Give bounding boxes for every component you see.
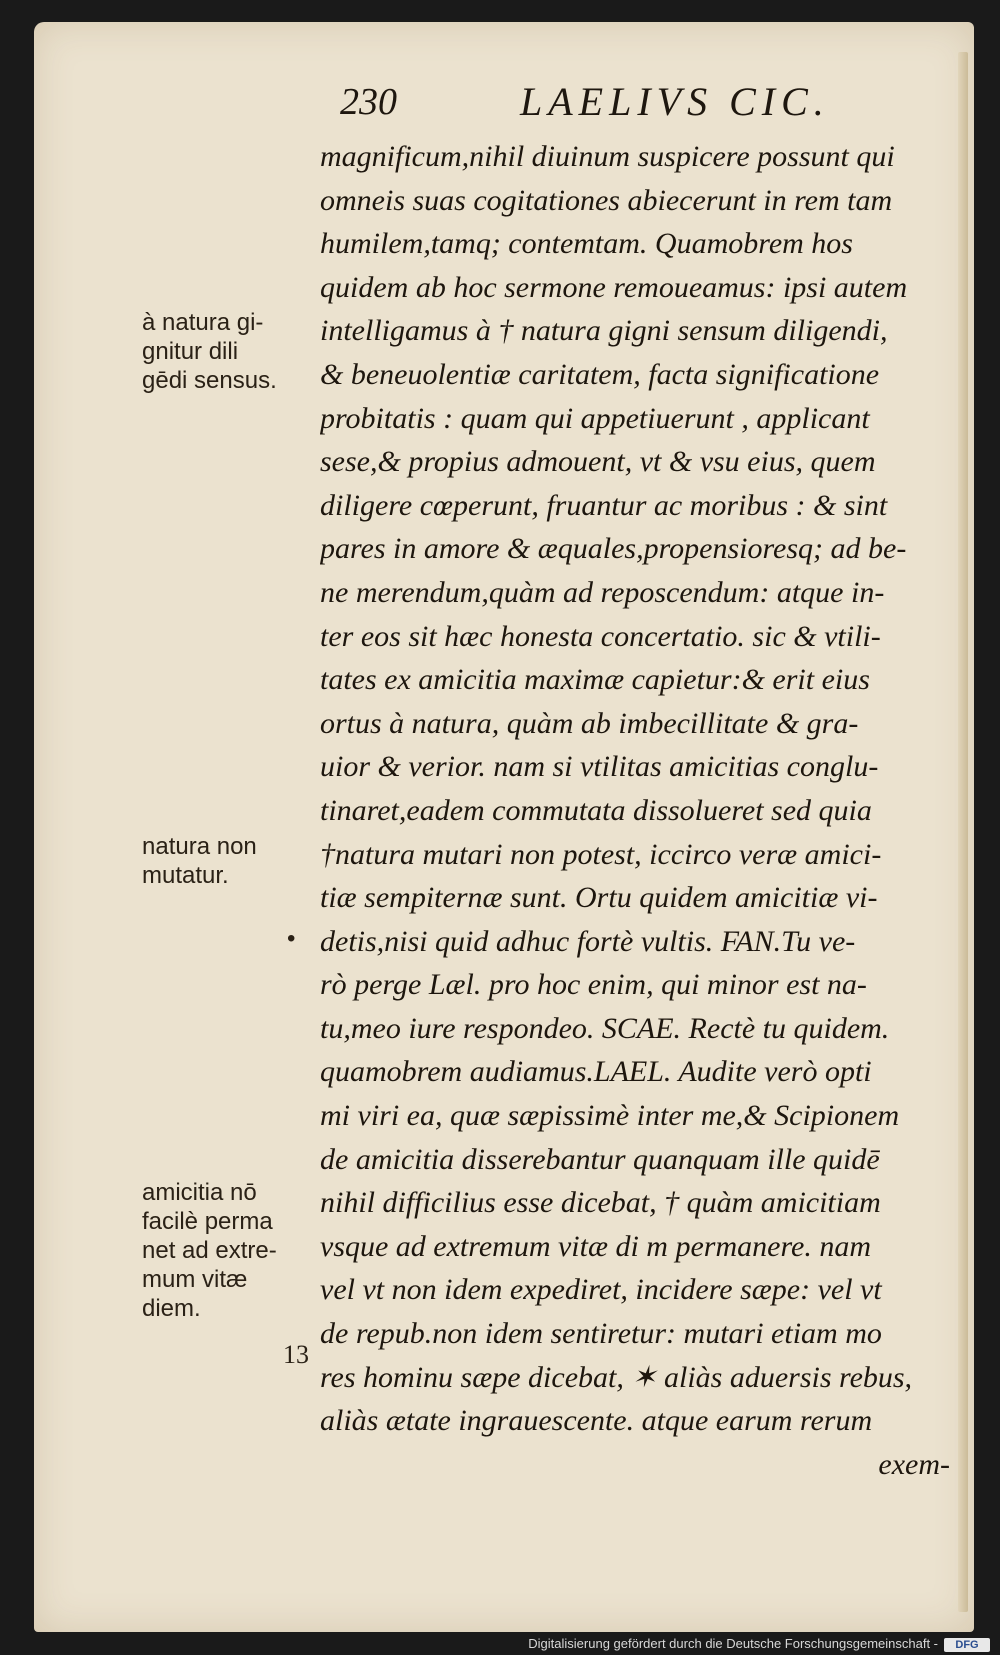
text-line: quidem ab hoc sermone remoueamus: ipsi autem [320,270,908,304]
margin-note-line: natura non [142,833,257,860]
text-line: omneis suas cogitationes abiecerunt in rem tam [320,183,893,217]
text-line: quamobrem audiamus.LAEL. Audite verò opti [320,1055,872,1089]
page-number: 230 [340,81,397,123]
catchword: exem- [878,1447,950,1481]
margin-note-line: net ad extre- [142,1237,277,1264]
text-line: magnificum,nihil diuinum suspicere possunt qui [320,140,895,173]
dfg-logo-badge: DFG [944,1638,990,1652]
margin-note-line: facilè perma [142,1208,273,1235]
page-header [300,70,900,130]
margin-note-line: à natura gi- [142,309,264,336]
text-line: detis,nisi quid adhuc fortè vultis. FAN.Tu ve- [320,924,856,958]
text-line: diligere cœperunt, fruantur ac moribus : & sint [320,488,888,522]
margin-bullet: • [287,925,296,952]
text-line: ter eos sit hæc honesta concertatio. sic & vtili- [320,619,881,653]
text-line: ortus à natura, quàm ab imbecillitate & gra- [320,706,859,740]
text-line: de repub.non idem sentiretur: mutari etiam mo [320,1317,882,1351]
margin-note-line: mutatur. [142,862,229,889]
text-line: uior & verior. nam si vtilitas amicitias conglu- [320,750,879,784]
margin-note-line: mum vitæ [142,1266,248,1293]
text-line: aliàs ætate ingrauescente. atque earum rerum [320,1404,873,1438]
text-line: rò perge Læl. pro hoc enim, qui minor est na- [320,968,867,1002]
footer-credit: Digitalisierung gefördert durch die Deutsche Forschungsgemeinschaft - [528,1636,938,1651]
margin-note-line: gēdi sensus. [142,367,277,394]
margin-signature-number: 13 [283,1340,309,1369]
text-line: tates ex amicitia maximæ capietur:& erit eius [320,663,870,697]
text-line: res hominu sæpe dicebat, ✶ aliàs aduersis rebus, [320,1360,913,1394]
text-line: tu,meo iure respondeo. SCAE. Rectè tu quidem. [320,1011,890,1045]
text-line: probitatis : quam qui appetiuerunt , applicant [320,401,870,435]
text-line: intelligamus à † natura gigni sensum diligendi, [320,314,888,348]
text-line: pares in amore & æquales,propensioresq; ad be- [320,532,907,566]
footer-bar [0,1633,1000,1655]
margin-note-amicitia [142,1178,317,1323]
text-line: tinaret,eadem commutata dissolueret sed quia [320,793,872,827]
main-text-block [320,135,960,1486]
text-line: vel vt non idem expediret, incidere sæpe: vel vt [320,1273,882,1307]
text-line: †natura mutari non potest, iccirco veræ amici- [320,837,882,871]
margin-note-line: gnitur dili [142,338,239,365]
margin-note-line: amicitia nō [142,1179,257,1206]
text-line: nihil difficilius esse dicebat, † quàm amicitiam [320,1186,881,1220]
margin-note-natura-gignitur [142,308,317,395]
text-line: vsque ad extremum vitæ di m permanere. nam [320,1229,871,1263]
text-line: tiæ sempiternæ sunt. Ortu quidem amicitiæ vi- [320,881,878,915]
text-line: & beneuolentiæ caritatem, facta significatione [320,357,880,391]
text-line: humilem,tamq; contemtam. Quamobrem hos [320,227,853,261]
margin-note-line: diem. [142,1295,201,1322]
running-title: LAELIVS CIC. [520,79,830,124]
text-line: ne merendum,quàm ad reposcendum: atque in- [320,575,885,609]
text-line: sese,& propius admouent, vt & vsu eius, quem [320,445,876,479]
text-line: mi viri ea, quæ sæpissimè inter me,& Scipionem [320,1099,900,1133]
margin-note-natura-non-mutatur [142,832,317,890]
text-line: de amicitia disserebantur quanquam ille quidē [320,1142,880,1176]
